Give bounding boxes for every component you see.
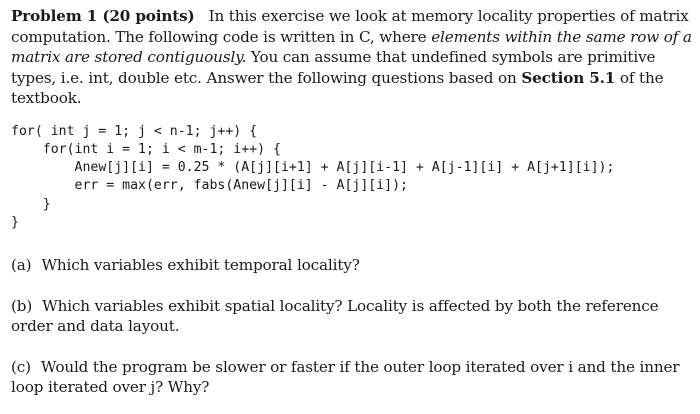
intro-text-3: of the textbook. (11, 68, 664, 107)
code-line: for( int j = 1; j < n-1; j++) { (11, 123, 258, 139)
question-a-text: Which variables exhibit temporal locality? (41, 256, 360, 275)
code-block (11, 123, 693, 233)
problem-page (11, 6, 693, 398)
question-a (11, 255, 693, 276)
intro-text-2: You can assume that undefined symbols are primitive types, i.e. int, double etc. Answer the following questions based on (11, 48, 656, 87)
code-line: } (11, 196, 51, 212)
question-b (11, 296, 693, 337)
code-line: for(int i = 1; i < m-1; i++) { (11, 141, 281, 157)
question-a-label: (a) (11, 256, 32, 275)
question-b-text: Which variables exhibit spatial locality? Locality is affected by both the reference order and data layout. (11, 296, 659, 336)
problem-intro (11, 6, 693, 109)
problem-heading: Problem 1 (20 points) (11, 7, 195, 25)
question-c-text: Would the program be slower or faster if the outer loop iterated over i and the inner loop iterated over j? Why? (11, 357, 680, 397)
code-line: } (11, 214, 19, 230)
question-c-label: (c) (11, 357, 31, 376)
code-line: Anew[j][i] = 0.25 * (A[j][i+1] + A[j][i-1] + A[j-1][i] + A[j+1][i]); (11, 160, 615, 176)
code-line: err = max(err, fabs(Anew[j][i] - A[j][i]); (11, 178, 408, 194)
intro-italic-text: elements within the same row of a matrix are stored contiguously. (11, 27, 692, 66)
section-reference: Section 5.1 (521, 68, 616, 87)
intro-text-1: In this exercise we look at memory locality properties of matrix computation. The following code is written in C, where (11, 7, 689, 46)
question-b-label: (b) (11, 296, 33, 315)
question-c (11, 357, 693, 398)
